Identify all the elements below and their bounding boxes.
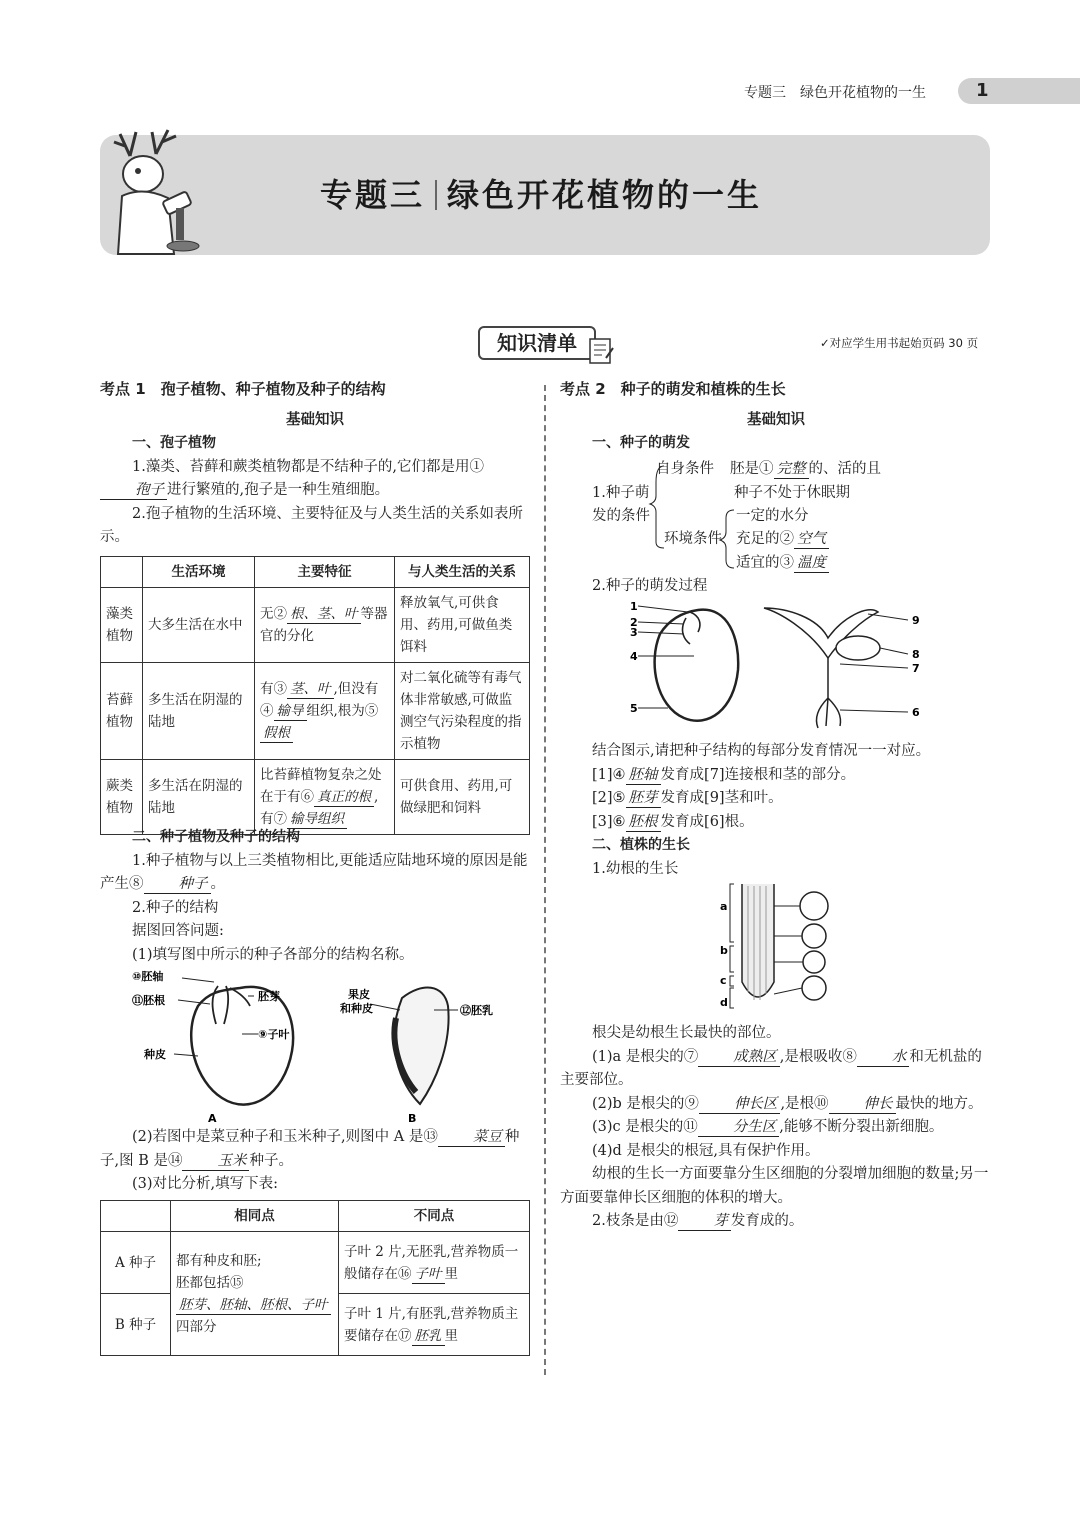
section-spore-plants: 一、孢子植物 (132, 435, 216, 451)
corn-seed-outline (394, 988, 448, 1104)
left-column-mid: 二、种子植物及种子的结构 1.种子植物与以上三类植物相比,更能适应陆地环境的原因是能产生⑧ 种子 。 2.种子的结构 据图回答问题: (1)填写图中所示的种子各部分的结构名称。 (100, 826, 530, 967)
svg-text:⑨子叶: ⑨子叶 (258, 1028, 290, 1041)
column-divider (544, 385, 546, 1375)
answer-blank: 孢子 (100, 481, 167, 500)
svg-text:9: 9 (912, 614, 920, 627)
section-badge: 知识清单 (478, 326, 596, 360)
svg-text:⑩胚轴: ⑩胚轴 (132, 970, 164, 983)
table-row-label: 藻类植物 (101, 588, 143, 663)
svg-text:6: 6 (912, 706, 920, 719)
page-reference: ✓对应学生用书起始页码 30 页 (820, 336, 979, 350)
germination-figure (628, 598, 928, 733)
svg-text:7: 7 (912, 662, 920, 675)
paragraph: 1.种子植物与以上三类植物相比,更能适应陆地环境的原因是能产生⑧ 种子 。 (100, 852, 528, 892)
running-header: 专题三 绿色开花植物的一生 (744, 85, 926, 101)
svg-text:⑪胚根: ⑪胚根 (132, 994, 165, 1007)
svg-text:5: 5 (630, 702, 638, 715)
seed-comparison-table: 相同点 不同点 A 种子 都有种皮和胚; 胚都包括⑮胚芽、胚轴、胚根、子叶四部分 子叶 2 片,无胚乳,营养物质一般储存在⑯ 子叶 里 B 种子 子叶 1 片,有胚乳,营养物质主要储存在⑰ 胚乳 里 (100, 1200, 530, 1356)
deer-mascot-icon (108, 126, 208, 258)
svg-text:8: 8 (912, 648, 920, 661)
notebook-icon (586, 336, 616, 366)
germination-conditions: 1.种子萌 发的条件 自身条件 胚是① 完整 的、活的且 种子不处于休眠期 环境条件 一定的水分 充足的② 空气 适宜的③ 温度 (592, 461, 881, 571)
svg-text:4: 4 (630, 650, 638, 663)
spore-plants-table: 生活环境 主要特征 与人类生活的关系 藻类植物 大多生活在水中 无② 根、茎、叶 等器官的分化 释放氧气,可供食用、药用,可做鱼类饵料 苔藓植物 多生活在阴湿的陆地 有③ 茎、叶 ,但没有④ 输导 组织,根为⑤假根 对二氧化硫等有毒气体非常敏感,可做监测空气污染程度的指示植物 蕨类植物 多生活在阴湿的陆地 比苔藓植物复杂之处在于有⑥ 真正的根 ,有⑦ 输导组织 可供食用、药用,可做绿肥和饲料 (100, 556, 530, 835)
basic-knowledge-heading: 基础知识 (286, 411, 344, 428)
right-germination-title: 2.种子的萌发过程 (592, 578, 708, 594)
svg-text:a: a (720, 900, 728, 913)
svg-text:b: b (720, 944, 728, 957)
keypoint-1-title: 考点 1 孢子植物、种子植物及种子的结构 (100, 380, 386, 398)
svg-text:和种皮: 和种皮 (340, 1002, 373, 1015)
root-tip-figure (718, 882, 838, 1017)
paragraph: 2.孢子植物的生活环境、主要特征及与人类生活的关系如表所示。 (100, 505, 523, 545)
svg-text:胚芽: 胚芽 (258, 990, 280, 1003)
svg-text:c: c (720, 974, 727, 987)
svg-text:B: B (408, 1112, 417, 1125)
right-column-lower: 根尖是幼根生长最快的部位。 (1)a 是根尖的⑦ 成熟区 ,是根吸收⑧ 水 和无机盐的主要部位。 (2)b 是根尖的⑨ 伸长区 ,是根⑩ 伸长 最快的地方。 (3)c 是根尖的⑪ 分生区 ,能够不断分裂出新细胞。 (4)d 是根尖的根冠,具有保护作用。 幼根的生长一方面要靠分生区细胞的分裂增加细胞的数量;另一方面要靠伸长区细胞的体积的增大。 2.枝条是由⑫ 芽 发育成的。 (560, 1025, 989, 1229)
svg-text:2: 2 (630, 616, 638, 629)
paragraph: (2)若图中是菜豆种子和玉米种子,则图中 A 是⑬ 菜豆 种子,图 B 是⑭ 玉米 种子。 (100, 1129, 520, 1169)
bean-seed-outline (191, 987, 293, 1105)
svg-text:A: A (208, 1112, 217, 1125)
svg-text:种皮: 种皮 (144, 1048, 166, 1061)
paragraph: 1.藻类、苔藓和蕨类植物都是不结种子的,它们都是用①孢子 进行繁殖的,孢子是一种生殖细胞。 (100, 456, 530, 503)
svg-text:果皮: 果皮 (348, 988, 370, 1001)
page-title: 专题三 绿色开花植物的一生 (320, 176, 763, 214)
svg-text:d: d (720, 996, 728, 1009)
right-column-mid: 结合图示,请把种子结构的每部分发育情况一一对应。 [1]④ 胚轴 发育成[7]连接根和茎的部分。 [2]⑤ 胚芽 发育成[9]茎和叶。 [3]⑥ 胚根 发育成[6]根。 二、植株的生长 1.幼根的生长 (592, 743, 931, 877)
page-number: 1 (958, 78, 1080, 104)
section-seed-plants: 二、种子植物及种子的结构 (132, 829, 300, 845)
left-column-lower: (2)若图中是菜豆种子和玉米种子,则图中 A 是⑬ 菜豆 种子,图 B 是⑭ 玉米 种子。 (3)对比分析,填写下表: (100, 1126, 530, 1197)
right-column-top: 考点 2 种子的萌发和植株的生长 基础知识 一、种子的萌发 (560, 378, 992, 456)
svg-text:3: 3 (630, 626, 638, 639)
svg-text:⑫胚乳: ⑫胚乳 (460, 1004, 493, 1017)
seed-structure-figure (130, 966, 530, 1131)
svg-text:1: 1 (630, 600, 638, 613)
left-column-top (100, 378, 530, 550)
keypoint-2-title: 考点 2 种子的萌发和植株的生长 (560, 380, 786, 398)
